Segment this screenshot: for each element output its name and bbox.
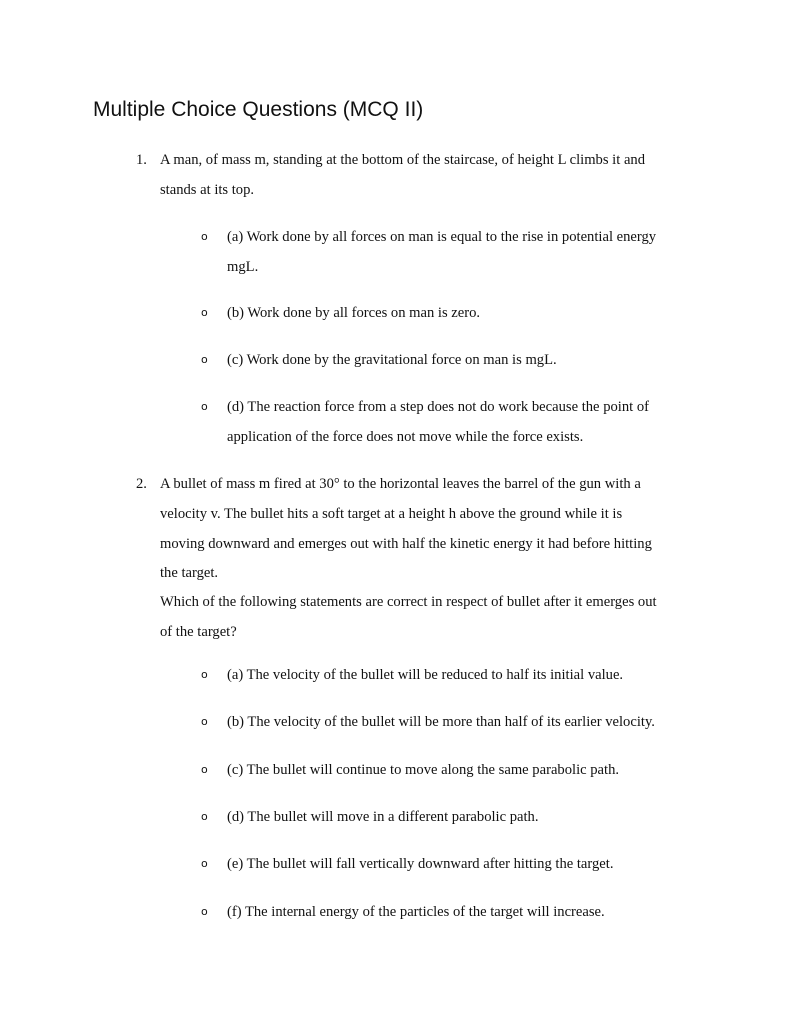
option-line: (c) The bullet will continue to move along the same parabolic path. (227, 762, 620, 778)
question-line: moving downward and emerges out with half the kinetic energy it had before hitting (160, 536, 652, 552)
question-line: A man, of mass m, standing at the bottom of the staircase, of height L climbs it and (160, 152, 646, 168)
option-line: (a) Work done by all forces on man is equal to the rise in potential energy (227, 229, 657, 245)
bullet-icon: o (201, 668, 208, 681)
bullet-icon: o (201, 306, 208, 319)
question-line: velocity v. The bullet hits a soft target at a height h above the ground while it is (160, 506, 623, 522)
option-text (227, 755, 619, 785)
question-line: the target. (160, 565, 219, 581)
option-text (227, 392, 649, 452)
question-text (160, 145, 695, 205)
bullet-icon: o (201, 353, 208, 366)
option-text (227, 707, 655, 737)
option-line: application of the force does not move while the force exists. (227, 429, 584, 445)
bullet-icon: o (201, 763, 208, 776)
option-line: (b) Work done by all forces on man is zero. (227, 305, 481, 321)
question-line: Which of the following statements are correct in respect of bullet after it emerges out (160, 594, 657, 610)
option-text (227, 298, 480, 328)
question-line: A bullet of mass m fired at 30° to the horizontal leaves the barrel of the gun with a (160, 476, 641, 492)
option-line: (e) The bullet will fall vertically downward after hitting the target. (227, 856, 614, 872)
option-text (227, 345, 557, 375)
option-line: (a) The velocity of the bullet will be reduced to half its initial value. (227, 667, 624, 683)
question-line: stands at its top. (160, 182, 255, 198)
option-text (227, 660, 623, 690)
option-text (227, 802, 539, 832)
question-line: of the target? (160, 624, 237, 640)
option-line: (c) Work done by the gravitational force on man is mgL. (227, 352, 557, 368)
question-text (160, 469, 695, 647)
option-line: (b) The velocity of the bullet will be more than half of its earlier velocity. (227, 714, 655, 730)
bullet-icon: o (201, 905, 208, 918)
bullet-icon: o (201, 857, 208, 870)
option-text (227, 897, 605, 927)
option-line: (d) The reaction force from a step does not do work because the point of (227, 399, 649, 415)
bullet-icon: o (201, 715, 208, 728)
option-text (227, 222, 656, 282)
option-line: mgL. (227, 259, 259, 275)
bullet-icon: o (201, 400, 208, 413)
option-line: (f) The internal energy of the particles of the target will increase. (227, 904, 605, 920)
bullet-icon: o (201, 810, 208, 823)
page-title: Multiple Choice Questions (MCQ II) (93, 98, 424, 121)
bullet-icon: o (201, 230, 208, 243)
question-number: 2. (136, 476, 147, 492)
question-number: 1. (136, 152, 147, 168)
option-text (227, 849, 613, 879)
option-line: (d) The bullet will move in a different parabolic path. (227, 809, 539, 825)
